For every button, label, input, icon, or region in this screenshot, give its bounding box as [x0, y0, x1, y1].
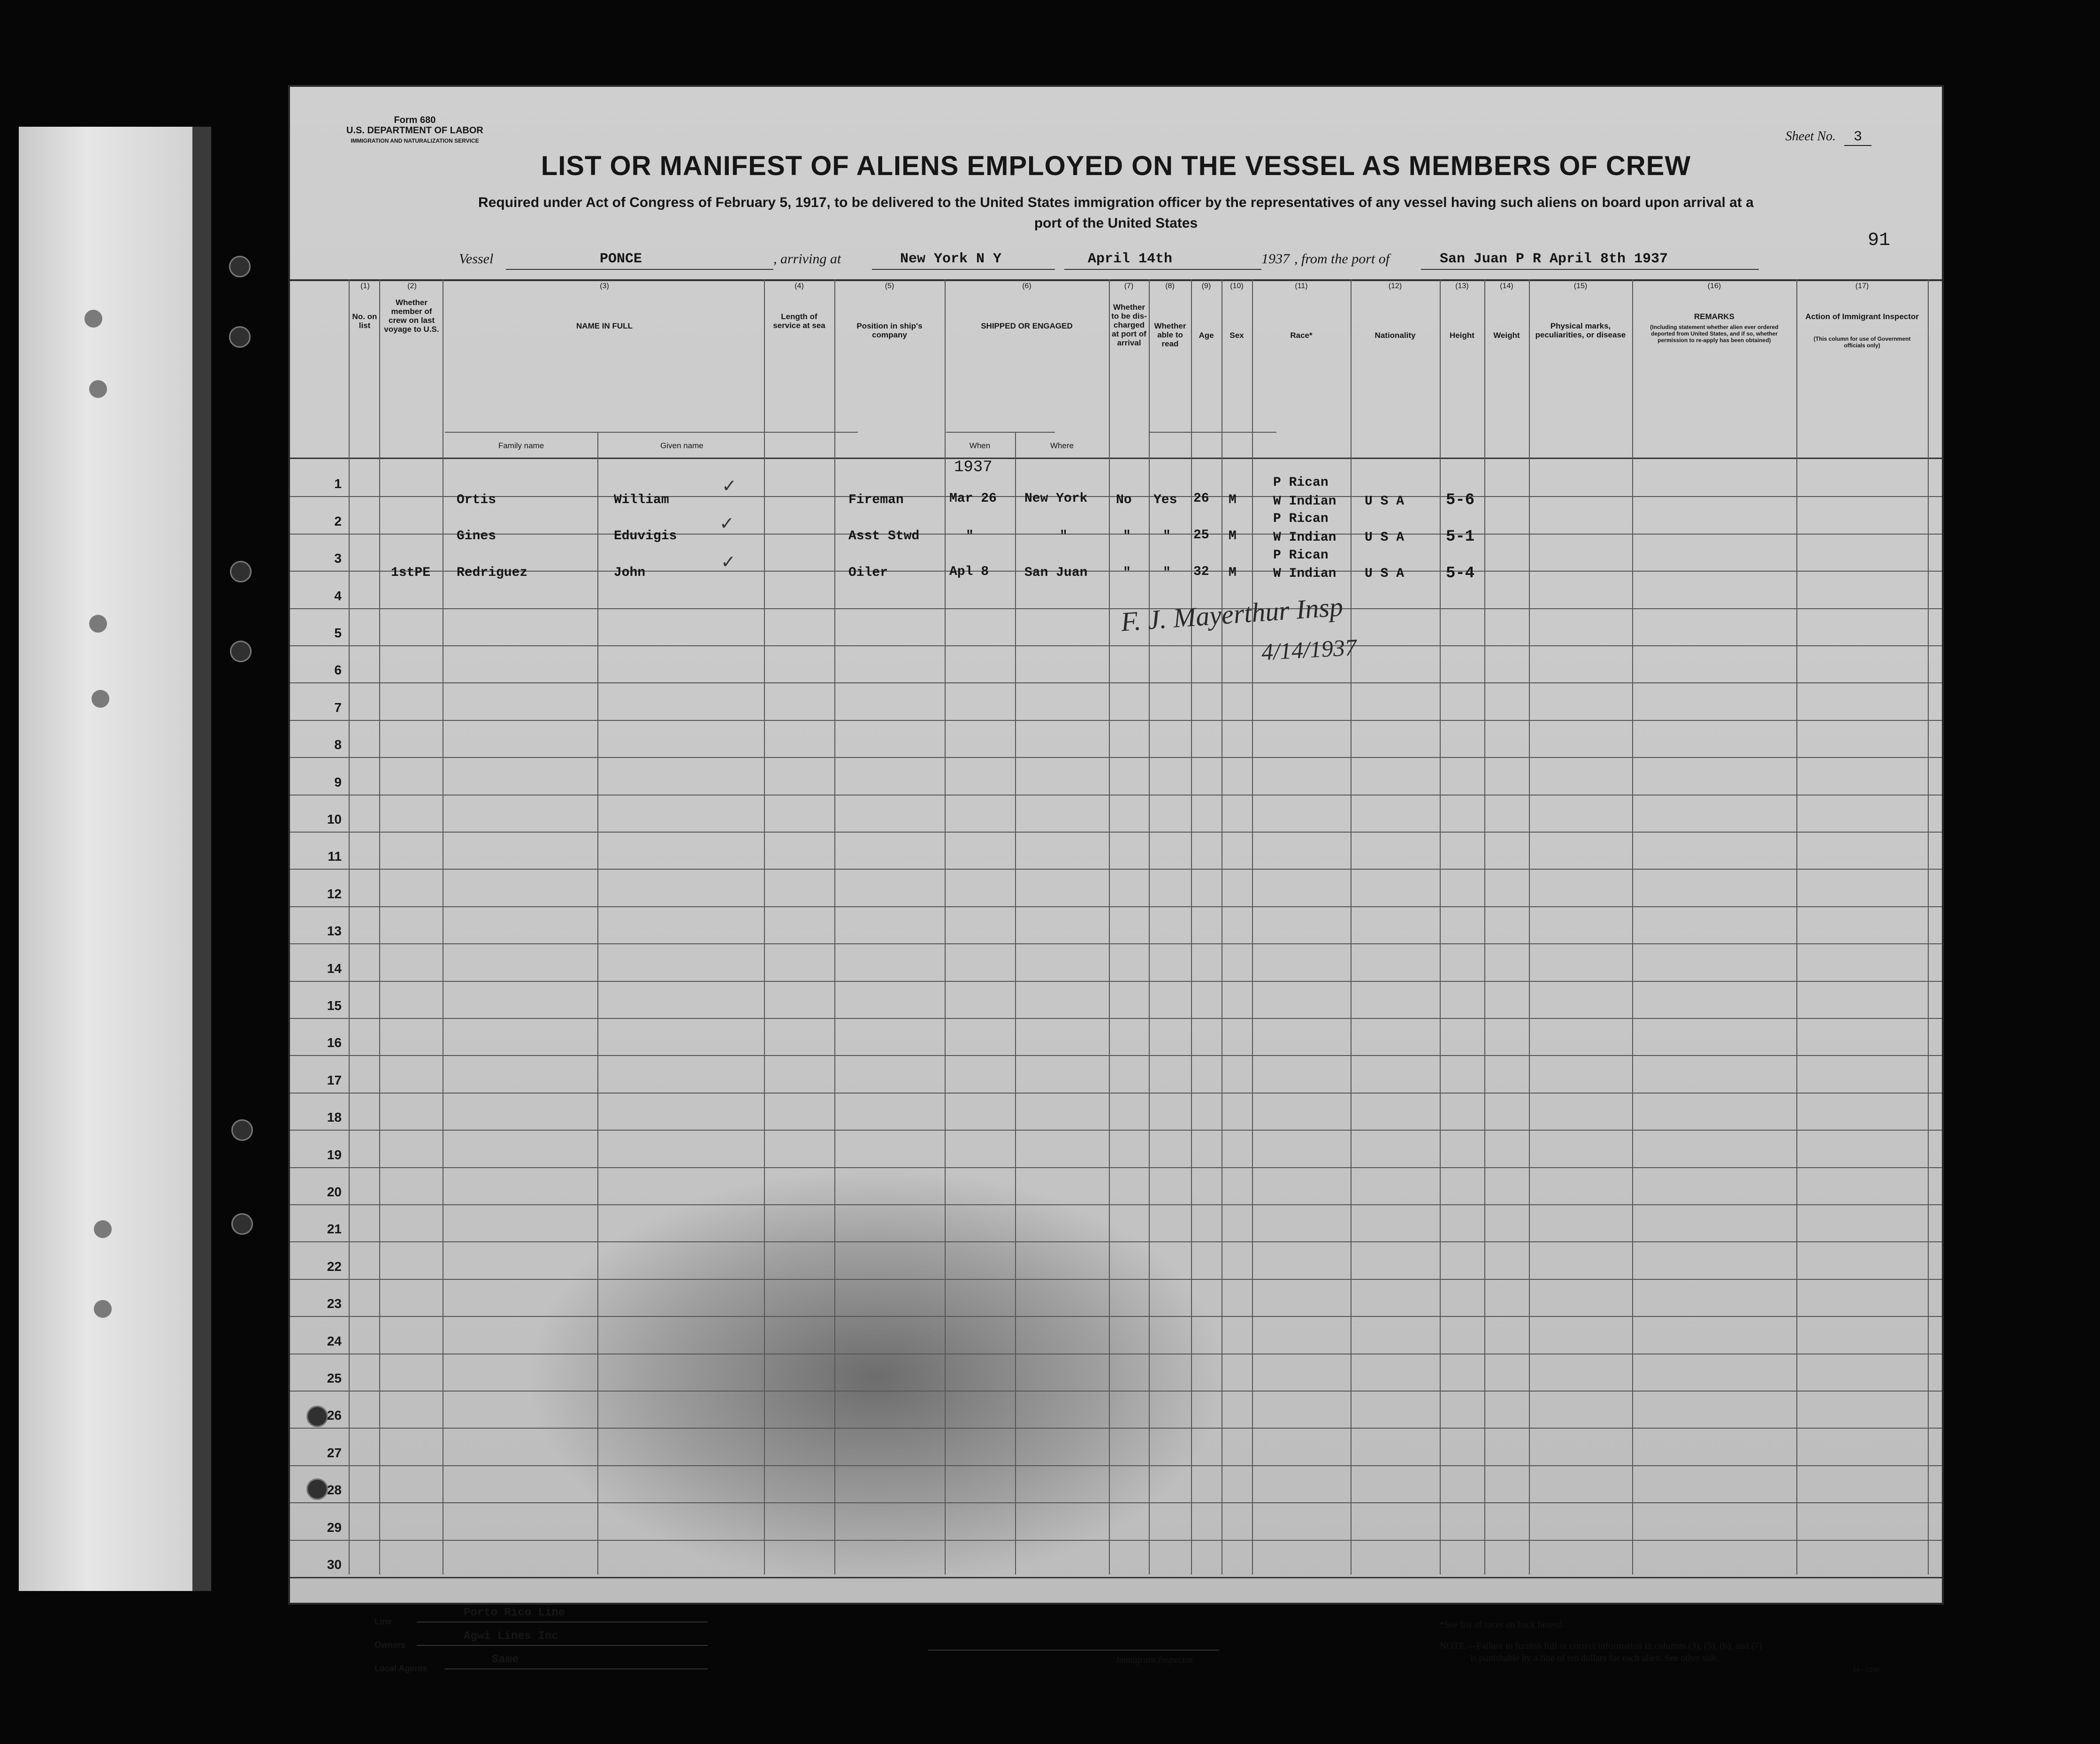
- col-number: (2): [407, 282, 417, 290]
- col-rule: [1928, 279, 1929, 1575]
- vessel-line: [459, 251, 1867, 272]
- crew-height: 5-1: [1446, 528, 1475, 546]
- row-number: 25: [327, 1371, 342, 1385]
- col-rule: [834, 279, 835, 1575]
- inspector-rule: [928, 1650, 1219, 1651]
- header-race: Race*: [1290, 331, 1313, 340]
- crew-race-2: W Indian: [1273, 530, 1336, 545]
- row-rule: [290, 1391, 1942, 1392]
- crew-race-1: P Rican: [1273, 548, 1329, 563]
- print-code: 14—1240: [1853, 1667, 1879, 1674]
- row-rule: [290, 1316, 1942, 1317]
- punch-hole: [84, 310, 102, 328]
- crew-given-name: John: [614, 566, 646, 580]
- check-mark-icon: ✓: [722, 475, 737, 496]
- row-rule: [290, 1241, 1942, 1242]
- crew-shipped-where: ": [1060, 529, 1068, 543]
- col-number: (3): [600, 282, 609, 290]
- page-title: LIST OR MANIFEST OF ALIENS EMPLOYED ON THE VESSEL AS MEMBERS OF CREW: [541, 151, 1691, 181]
- row-rule: [290, 608, 1942, 609]
- col-rule: [764, 279, 765, 1575]
- crew-race-2: W Indian: [1273, 494, 1336, 509]
- form-header: [346, 115, 483, 146]
- row-number: 12: [327, 887, 342, 901]
- crew-able-to-read: ": [1163, 529, 1171, 543]
- subtitle: [374, 192, 1857, 234]
- crew-family-name: Redriguez: [457, 566, 528, 580]
- header-nationality: Nationality: [1375, 331, 1416, 340]
- races-note: *See list of races on back hereof.: [1440, 1620, 1564, 1630]
- col-number: (11): [1295, 282, 1308, 290]
- row-number: 4: [334, 589, 342, 603]
- col-rule: [1351, 279, 1352, 1575]
- service-name: IMMIGRATION AND NATURALIZATION SERVICE: [351, 138, 479, 144]
- crew-race-1: P Rican: [1273, 512, 1329, 526]
- crew-last-voyage: 1stPE: [391, 566, 431, 580]
- col-rule: [1149, 279, 1150, 1575]
- year-annotation: 1937: [954, 459, 993, 476]
- col-rule: [597, 432, 598, 1575]
- row-rule: [290, 1540, 1942, 1541]
- header-family-name: Family name: [498, 441, 544, 450]
- row-number: 16: [327, 1035, 342, 1050]
- crew-height: 5-4: [1446, 565, 1475, 582]
- arrival-date: April 14th: [1088, 251, 1173, 267]
- row-number: 21: [327, 1222, 342, 1236]
- crew-race-1: P Rican: [1273, 475, 1329, 490]
- row-rule: [290, 795, 1942, 796]
- arriving-port: New York N Y: [900, 251, 1002, 267]
- col-number: (16): [1707, 282, 1721, 290]
- header-remarks: REMARKS: [1694, 312, 1734, 321]
- arriving-label: , arriving at: [773, 251, 841, 267]
- sheet-number: [1786, 129, 1871, 145]
- crew-position: Asst Stwd: [848, 529, 920, 543]
- row-number: 11: [328, 849, 342, 864]
- col-rule: [349, 279, 350, 1575]
- crew-sex: M: [1229, 493, 1237, 507]
- col-number: (10): [1230, 282, 1244, 290]
- header-position: Position in ship's company: [856, 321, 923, 339]
- inspector-label: Immigrant Inspector.: [1116, 1655, 1195, 1665]
- col-number: (7): [1124, 282, 1134, 290]
- crew-age: 25: [1193, 528, 1209, 543]
- year: 1937: [1261, 251, 1290, 267]
- crew-age: 32: [1193, 565, 1209, 579]
- row-number: 15: [327, 998, 342, 1013]
- punch-hole: [94, 1300, 112, 1318]
- row-rule: [290, 1279, 1942, 1280]
- col-number: (14): [1500, 282, 1513, 290]
- crew-nationality: U S A: [1365, 566, 1405, 581]
- row-number: 2: [334, 514, 342, 528]
- crew-shipped-when: Mar 26: [949, 491, 997, 506]
- binder-hole: [230, 641, 252, 662]
- crew-height: 5-6: [1446, 491, 1475, 509]
- left-paper-strip: [19, 127, 192, 1591]
- row-number: 18: [327, 1110, 342, 1124]
- row-rule: [290, 1204, 1942, 1205]
- header-subrule: [1150, 432, 1276, 433]
- row-rule: [290, 1428, 1942, 1429]
- binder-hole: [229, 326, 251, 348]
- crew-able-to-read: Yes: [1153, 493, 1177, 507]
- header-action: Action of Immigrant Inspector: [1805, 312, 1919, 321]
- line-label: Line: [374, 1617, 392, 1626]
- binder-hole: [230, 561, 252, 582]
- col-rule: [1109, 279, 1110, 1575]
- manifest-sheet: [290, 87, 1942, 1674]
- failure-note-2: is punishable by a fine of ten dollars for each alien. See other side.: [1470, 1653, 1720, 1663]
- row-number: 24: [327, 1334, 342, 1348]
- header-able-to-read: Whether able to read: [1154, 321, 1186, 348]
- from-port: San Juan P R April 8th 1937: [1440, 251, 1668, 267]
- owners-label: Owners: [374, 1640, 406, 1650]
- underline: [1064, 269, 1261, 270]
- table-bottom-rule: [290, 1577, 1942, 1578]
- page-number: 91: [1867, 230, 1890, 251]
- agents-rule: [445, 1668, 708, 1669]
- row-number: 8: [334, 737, 342, 752]
- strip-shadow: [192, 127, 211, 1591]
- punch-hole: [89, 615, 107, 633]
- header-rule: [290, 458, 1942, 459]
- row-rule: [290, 1465, 1942, 1466]
- header-sex: Sex: [1229, 331, 1244, 340]
- row-rule: [290, 720, 1942, 721]
- row-number: 10: [327, 812, 342, 826]
- crew-nationality: U S A: [1365, 530, 1405, 545]
- underline: [1421, 269, 1759, 270]
- row-rule: [290, 943, 1942, 944]
- header-subrule: [946, 432, 1055, 433]
- crew-position: Oiler: [848, 566, 888, 580]
- row-rule: [290, 757, 1942, 758]
- binder-hole: [231, 1119, 253, 1141]
- crew-given-name: William: [614, 493, 669, 507]
- signature-date: 4/14/1937: [1260, 634, 1358, 665]
- crew-table: [290, 279, 1942, 1575]
- row-rule: [290, 1093, 1942, 1094]
- vessel-label: Vessel: [459, 251, 494, 267]
- col-number: (15): [1573, 282, 1588, 290]
- col-number: (1): [360, 282, 370, 290]
- crew-shipped-when: ": [966, 529, 974, 543]
- col-rule: [379, 279, 380, 1575]
- form-number: Form 680: [394, 115, 436, 125]
- header-action-note: (This column for use of Government officials only): [1813, 336, 1911, 349]
- crew-discharged: ": [1123, 529, 1131, 543]
- header-subrule: [445, 432, 858, 433]
- binder-hole: [231, 1213, 253, 1235]
- col-number: (4): [794, 282, 804, 290]
- col-number: (13): [1455, 282, 1469, 290]
- row-rule: [290, 645, 1942, 646]
- failure-note-1: NOTE.—Failure to furnish full or correct information in columns (3), (5), (6), and (7): [1440, 1641, 1763, 1651]
- row-number: 28: [327, 1483, 342, 1497]
- row-number: 1: [334, 476, 342, 491]
- crew-discharged: ": [1123, 566, 1131, 580]
- col-rule: [1252, 279, 1253, 1575]
- row-number: 19: [327, 1147, 342, 1162]
- row-number: 26: [327, 1408, 342, 1423]
- punch-hole: [89, 380, 107, 398]
- header-height: Height: [1450, 331, 1474, 340]
- row-rule: [290, 682, 1942, 683]
- header-shipped: SHIPPED OR ENGAGED: [981, 321, 1073, 330]
- agents-label: Local Agents: [374, 1664, 428, 1673]
- header-length-service: Length of service at sea: [773, 312, 825, 330]
- row-number: 30: [327, 1557, 342, 1572]
- row-number: 6: [334, 663, 342, 677]
- header-physical-marks: Physical marks, peculiarities, or disease: [1535, 321, 1626, 339]
- crew-position: Fireman: [848, 493, 904, 507]
- row-rule: [290, 571, 1942, 572]
- col-number: (6): [1022, 282, 1031, 290]
- col-rule: [1632, 279, 1633, 1575]
- col-rule: [1529, 279, 1530, 1575]
- sheet-number-value: 3: [1844, 129, 1871, 146]
- crew-able-to-read: ": [1163, 566, 1171, 580]
- row-rule: [290, 1502, 1942, 1503]
- sheet-number-label: Sheet No.: [1785, 129, 1836, 144]
- header-given-name: Given name: [660, 441, 703, 450]
- punch-hole: [92, 690, 109, 708]
- line-value: Porto Rico Line: [464, 1606, 565, 1619]
- inspector-signature: F. J. Mayerthur Insp: [1120, 591, 1344, 637]
- crew-race-2: W Indian: [1273, 566, 1336, 581]
- row-rule: [290, 869, 1942, 870]
- header-name-in-full: NAME IN FULL: [576, 321, 633, 330]
- row-rule: [290, 981, 1942, 982]
- header-last-voyage: Whether member of crew on last voyage to U.S.: [384, 298, 439, 334]
- col-rule: [1440, 279, 1441, 1575]
- header-when: When: [969, 441, 991, 450]
- col-rule: [1484, 279, 1485, 1575]
- crew-sex: M: [1229, 529, 1237, 543]
- owners-rule: [417, 1645, 708, 1646]
- underline: [506, 269, 773, 270]
- binder-hole: [229, 256, 251, 277]
- row-number: 5: [334, 626, 342, 640]
- subtitle-line-2: port of the United States: [1034, 215, 1198, 231]
- row-rule: [290, 1130, 1942, 1131]
- header-age: Age: [1199, 331, 1214, 340]
- row-number: 9: [334, 775, 342, 789]
- crew-nationality: U S A: [1365, 494, 1405, 509]
- crew-shipped-where: New York: [1024, 491, 1088, 506]
- row-number: 3: [334, 551, 342, 566]
- crew-shipped-when: Apl 8: [949, 565, 989, 579]
- from-label: , from the port of: [1294, 251, 1390, 267]
- subtitle-line-1: Required under Act of Congress of February 5, 1917, to be delivered to the United States immigration officer by the representatives of any vessel having such aliens on board upon arrival at a: [478, 195, 1754, 210]
- col-number: (12): [1388, 282, 1402, 290]
- row-rule: [290, 1018, 1942, 1019]
- row-number: 7: [334, 700, 342, 715]
- row-number: 29: [327, 1520, 342, 1535]
- col-number: (5): [885, 282, 894, 290]
- row-rule: [290, 534, 1942, 535]
- vessel-name: PONCE: [600, 251, 642, 267]
- crew-given-name: Eduvigis: [614, 529, 677, 543]
- crew-age: 26: [1193, 491, 1209, 506]
- row-rule: [290, 906, 1942, 907]
- crew-sex: M: [1229, 566, 1237, 580]
- crew-discharged: No: [1116, 493, 1132, 507]
- footer: [290, 1579, 1942, 1674]
- row-rule: [290, 832, 1942, 833]
- row-number: 17: [327, 1073, 342, 1087]
- col-number: (17): [1855, 282, 1869, 290]
- header-where: Where: [1050, 441, 1074, 450]
- header-no-on-list: No. on list: [352, 312, 377, 330]
- col-rule: [1191, 279, 1192, 1575]
- agents-value: Same: [492, 1653, 519, 1666]
- row-number: 23: [327, 1296, 342, 1311]
- col-rule: [945, 279, 946, 1575]
- crew-family-name: Gines: [457, 529, 496, 543]
- check-mark-icon: ✓: [719, 513, 734, 534]
- underline: [872, 269, 1055, 270]
- col-number: (8): [1165, 282, 1175, 290]
- row-rule: [290, 1167, 1942, 1168]
- owners-value: Agwi Lines Inc: [464, 1630, 558, 1643]
- department: U.S. DEPARTMENT OF LABOR: [346, 125, 483, 136]
- col-number: (9): [1201, 282, 1211, 290]
- row-number: 14: [327, 961, 342, 976]
- header-remarks-note: (Including statement whether alien ever ordered deported from United States, and if so, whether permission to re-apply has been obtained): [1650, 324, 1779, 344]
- row-number: 20: [327, 1185, 342, 1199]
- row-rule: [290, 1055, 1942, 1056]
- header-discharged: Whether to be dis-charged at port of arrival: [1111, 303, 1147, 347]
- col-rule: [1015, 432, 1016, 1575]
- row-number: 22: [327, 1259, 342, 1274]
- header-weight: Weight: [1493, 331, 1520, 340]
- row-number: 13: [327, 924, 342, 938]
- crew-shipped-where: San Juan: [1024, 566, 1088, 580]
- row-number: 27: [327, 1446, 342, 1460]
- col-rule: [1796, 279, 1797, 1575]
- check-mark-icon: ✓: [721, 551, 736, 572]
- punch-hole: [94, 1220, 112, 1238]
- crew-family-name: Ortis: [457, 493, 496, 507]
- table-top-rule: [290, 279, 1942, 281]
